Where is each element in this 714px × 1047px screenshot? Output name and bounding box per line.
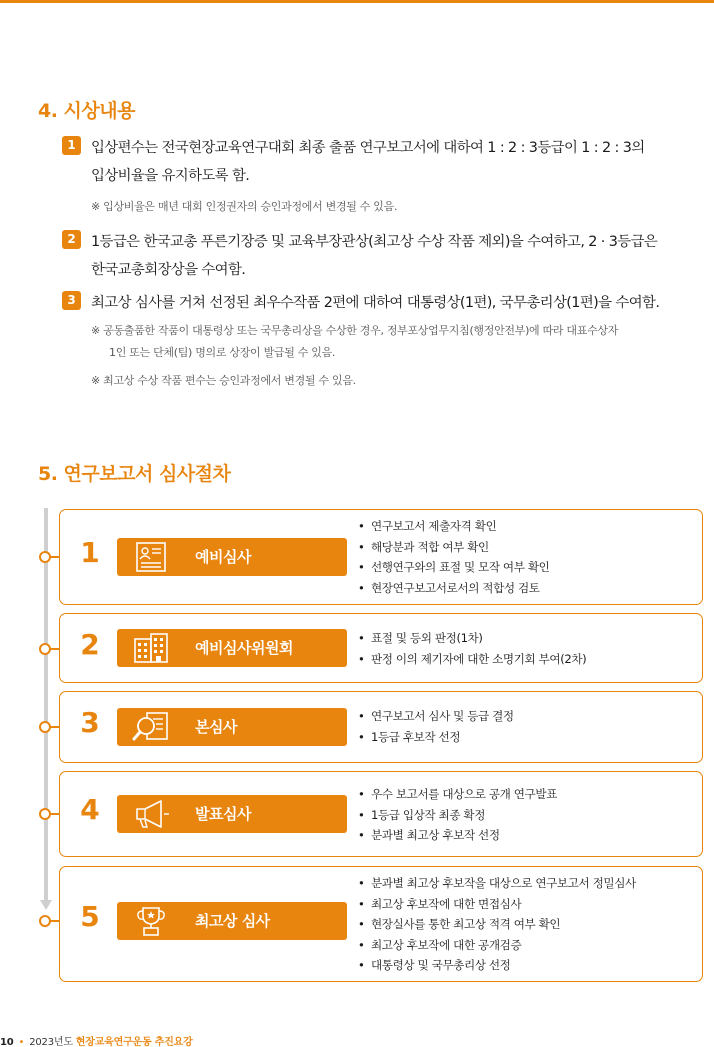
building-icon xyxy=(131,633,171,663)
review-step-3 xyxy=(59,691,703,763)
megaphone-icon xyxy=(131,799,171,829)
step-bullet-list xyxy=(357,784,697,846)
step-label: 예비심사 xyxy=(195,548,251,566)
item-note: ※ 입상비율은 매년 대회 인정권자의 승인과정에서 변경될 수 있음. xyxy=(91,200,398,213)
step-label-box xyxy=(117,902,347,940)
step-bullet-list xyxy=(357,706,697,747)
item-text-line: 최고상 심사를 거쳐 선정된 최우수작품 2편에 대하여 대통령상(1편), 국무총리상(1편)을 수여함. xyxy=(91,295,660,311)
step-bullet: • 최고상 후보작에 대한 공개검증 xyxy=(357,935,697,956)
item-text-line: 1등급은 한국교총 푸른기장증 및 교육부장관상(최고상 수상 작품 제외)을 수여하고, 2 · 3등급은 xyxy=(91,234,658,250)
step-bullet: • 현장실사를 통한 최고상 적격 여부 확인 xyxy=(357,914,697,935)
step-bullet: • 분과별 최고상 후보작을 대상으로 연구보고서 정밀심사 xyxy=(357,873,697,894)
trophy-icon xyxy=(131,906,171,936)
item-number-badge: 2 xyxy=(62,230,81,249)
step-bullet: • 해당분과 적합 여부 확인 xyxy=(357,537,697,558)
item-note: ※ 최고상 수상 작품 편수는 승인과정에서 변경될 수 있음. xyxy=(91,374,356,387)
timeline-connector xyxy=(50,556,60,558)
item-note: 1인 또는 단체(팀) 명의로 상장이 발급될 수 있음. xyxy=(109,346,336,359)
step-bullet: • 연구보고서 심사 및 등급 결정 xyxy=(357,706,697,727)
page-footer xyxy=(0,1033,193,1047)
page-number: 10 xyxy=(0,1037,14,1047)
step-bullet: • 분과별 최고상 후보작 선정 xyxy=(357,825,697,846)
step-bullet: • 1등급 입상작 최종 확정 xyxy=(357,805,697,826)
step-bullet: • 표절 및 등외 판정(1차) xyxy=(357,628,697,649)
step-bullet: • 1등급 후보작 선정 xyxy=(357,727,697,748)
timeline-connector xyxy=(50,648,60,650)
step-bullet: • 연구보고서 제출자격 확인 xyxy=(357,516,697,537)
award-item-3 xyxy=(62,289,712,392)
step-number: 2 xyxy=(80,628,100,661)
step-bullet: • 선행연구와의 표절 및 모작 여부 확인 xyxy=(357,557,697,578)
step-bullet: • 판정 이의 제기자에 대한 소명기회 부여(2차) xyxy=(357,649,697,670)
step-number: 3 xyxy=(80,706,100,739)
timeline-line xyxy=(44,508,48,902)
step-label: 예비심사위원회 xyxy=(195,639,293,657)
step-bullet: • 대통령상 및 국무총리상 선정 xyxy=(357,955,697,976)
award-item-2 xyxy=(62,228,712,284)
step-label: 본심사 xyxy=(195,718,237,736)
step-bullet-list xyxy=(357,873,697,976)
footer-year: 2023년도 xyxy=(29,1037,73,1047)
timeline-arrow-icon xyxy=(40,900,52,910)
step-bullet-list xyxy=(357,516,697,598)
timeline-connector xyxy=(50,726,60,728)
item-number-badge: 1 xyxy=(62,136,81,155)
footer-separator-icon: • xyxy=(18,1037,25,1047)
item-text-line: 입상편수는 전국현장교육연구대회 최종 출품 연구보고서에 대하여 1 : 2 : 3등급이 1 : 2 : 3의 xyxy=(91,140,645,156)
step-bullet: • 최고상 후보작에 대한 면접심사 xyxy=(357,894,697,915)
item-text-line: 한국교총회장상을 수여함. xyxy=(91,262,246,278)
footer-doc-title: 현장교육연구운동 추진요강 xyxy=(75,1037,193,1047)
step-label-box xyxy=(117,538,347,576)
step-bullet: • 현장연구보고서로서의 적합성 검토 xyxy=(357,578,697,599)
item-text-line: 입상비율을 유지하도록 함. xyxy=(91,168,250,184)
section-4-title: 4. 시상내용 xyxy=(38,100,135,122)
step-label: 발표심사 xyxy=(195,805,251,823)
step-bullet: • 우수 보고서를 대상으로 공개 연구발표 xyxy=(357,784,697,805)
magnifier-document-icon xyxy=(131,712,171,742)
step-label: 최고상 심사 xyxy=(195,912,270,930)
review-step-2 xyxy=(59,613,703,683)
item-number-badge: 3 xyxy=(62,291,81,310)
step-label-box xyxy=(117,629,347,667)
section-5-title: 5. 연구보고서 심사절차 xyxy=(38,463,231,485)
step-label-box xyxy=(117,795,347,833)
step-bullet-list xyxy=(357,628,697,669)
review-step-5 xyxy=(59,866,703,982)
step-label-box xyxy=(117,708,347,746)
step-number: 4 xyxy=(80,793,100,826)
timeline-connector xyxy=(50,920,60,922)
step-number: 1 xyxy=(80,536,100,569)
top-rule xyxy=(0,0,714,3)
review-step-4 xyxy=(59,771,703,857)
award-item-1 xyxy=(62,134,712,218)
document-person-icon xyxy=(131,542,171,572)
item-note: ※ 공동출품한 작품이 대통령상 또는 국무총리상을 수상한 경우, 정부포상업무지침(행정안전부)에 따라 대표수상자 xyxy=(91,324,619,337)
review-step-1 xyxy=(59,509,703,605)
step-number: 5 xyxy=(80,900,100,933)
timeline-connector xyxy=(50,813,60,815)
